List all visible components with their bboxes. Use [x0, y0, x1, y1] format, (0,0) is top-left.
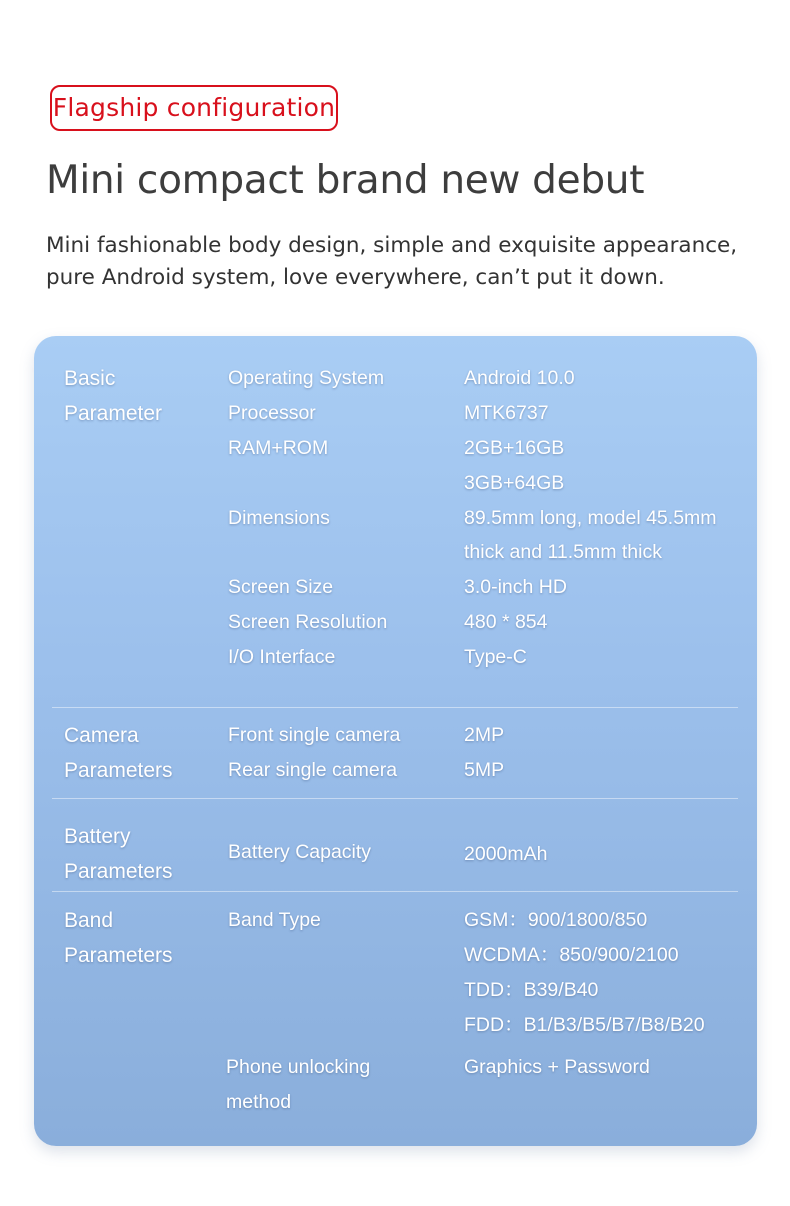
intro-line: pure Android system, love everywhere, can’t put it down.	[46, 265, 665, 290]
spec-label: Screen Resolution	[228, 611, 388, 633]
spec-label: Dimensions	[228, 507, 330, 529]
spec-value: thick and 11.5mm thick	[464, 541, 662, 563]
spec-label: Battery Capacity	[228, 841, 372, 863]
spec-label: Band Type	[228, 909, 321, 931]
spec-label: RAM+ROM	[228, 437, 329, 459]
spec-label: Phone unlocking	[226, 1056, 371, 1078]
category-label-battery: Battery	[64, 825, 131, 848]
spec-label: Screen Size	[228, 576, 334, 598]
section-divider	[52, 891, 738, 892]
spec-value: Type-C	[464, 646, 527, 668]
spec-label: Rear single camera	[228, 759, 398, 781]
spec-value: 2000mAh	[464, 843, 548, 865]
spec-value: FDD：B1/B3/B5/B7/B8/B20	[464, 1014, 705, 1036]
category-label-camera: Parameters	[64, 759, 173, 782]
spec-value: 480 * 854	[464, 611, 548, 633]
spec-value: 89.5mm long, model 45.5mm	[464, 507, 717, 529]
category-label-battery: Parameters	[64, 860, 173, 883]
spec-value: MTK6737	[464, 402, 549, 424]
category-label-basic: Basic	[64, 367, 116, 390]
page-title: Mini compact brand new debut	[46, 158, 645, 203]
spec-value: TDD：B39/B40	[464, 979, 599, 1001]
intro-line: Mini fashionable body design, simple and exquisite appearance,	[46, 233, 738, 258]
spec-label: Front single camera	[228, 724, 401, 746]
spec-value: WCDMA：850/900/2100	[464, 944, 679, 966]
spec-label: Processor	[228, 402, 316, 424]
category-label-basic: Parameter	[64, 402, 163, 425]
spec-value: GSM：900/1800/850	[464, 909, 648, 931]
spec-card	[34, 336, 757, 1146]
spec-value: 2MP	[464, 724, 505, 746]
section-divider	[52, 798, 738, 799]
spec-label: Operating System	[228, 367, 385, 389]
spec-label: method	[226, 1091, 292, 1113]
category-label-band: Band	[64, 909, 114, 932]
spec-value: 3GB+64GB	[464, 472, 565, 494]
section-badge: Flagship configuration	[50, 85, 338, 131]
category-label-camera: Camera	[64, 724, 139, 747]
spec-value: 2GB+16GB	[464, 437, 565, 459]
section-divider	[52, 707, 738, 708]
intro-text	[46, 230, 756, 294]
spec-value: 5MP	[464, 759, 505, 781]
spec-value: Android 10.0	[464, 367, 575, 389]
spec-value: Graphics + Password	[464, 1056, 650, 1078]
spec-value: 3.0-inch HD	[464, 576, 567, 598]
spec-label: I/O Interface	[228, 646, 336, 668]
category-label-band: Parameters	[64, 944, 173, 967]
